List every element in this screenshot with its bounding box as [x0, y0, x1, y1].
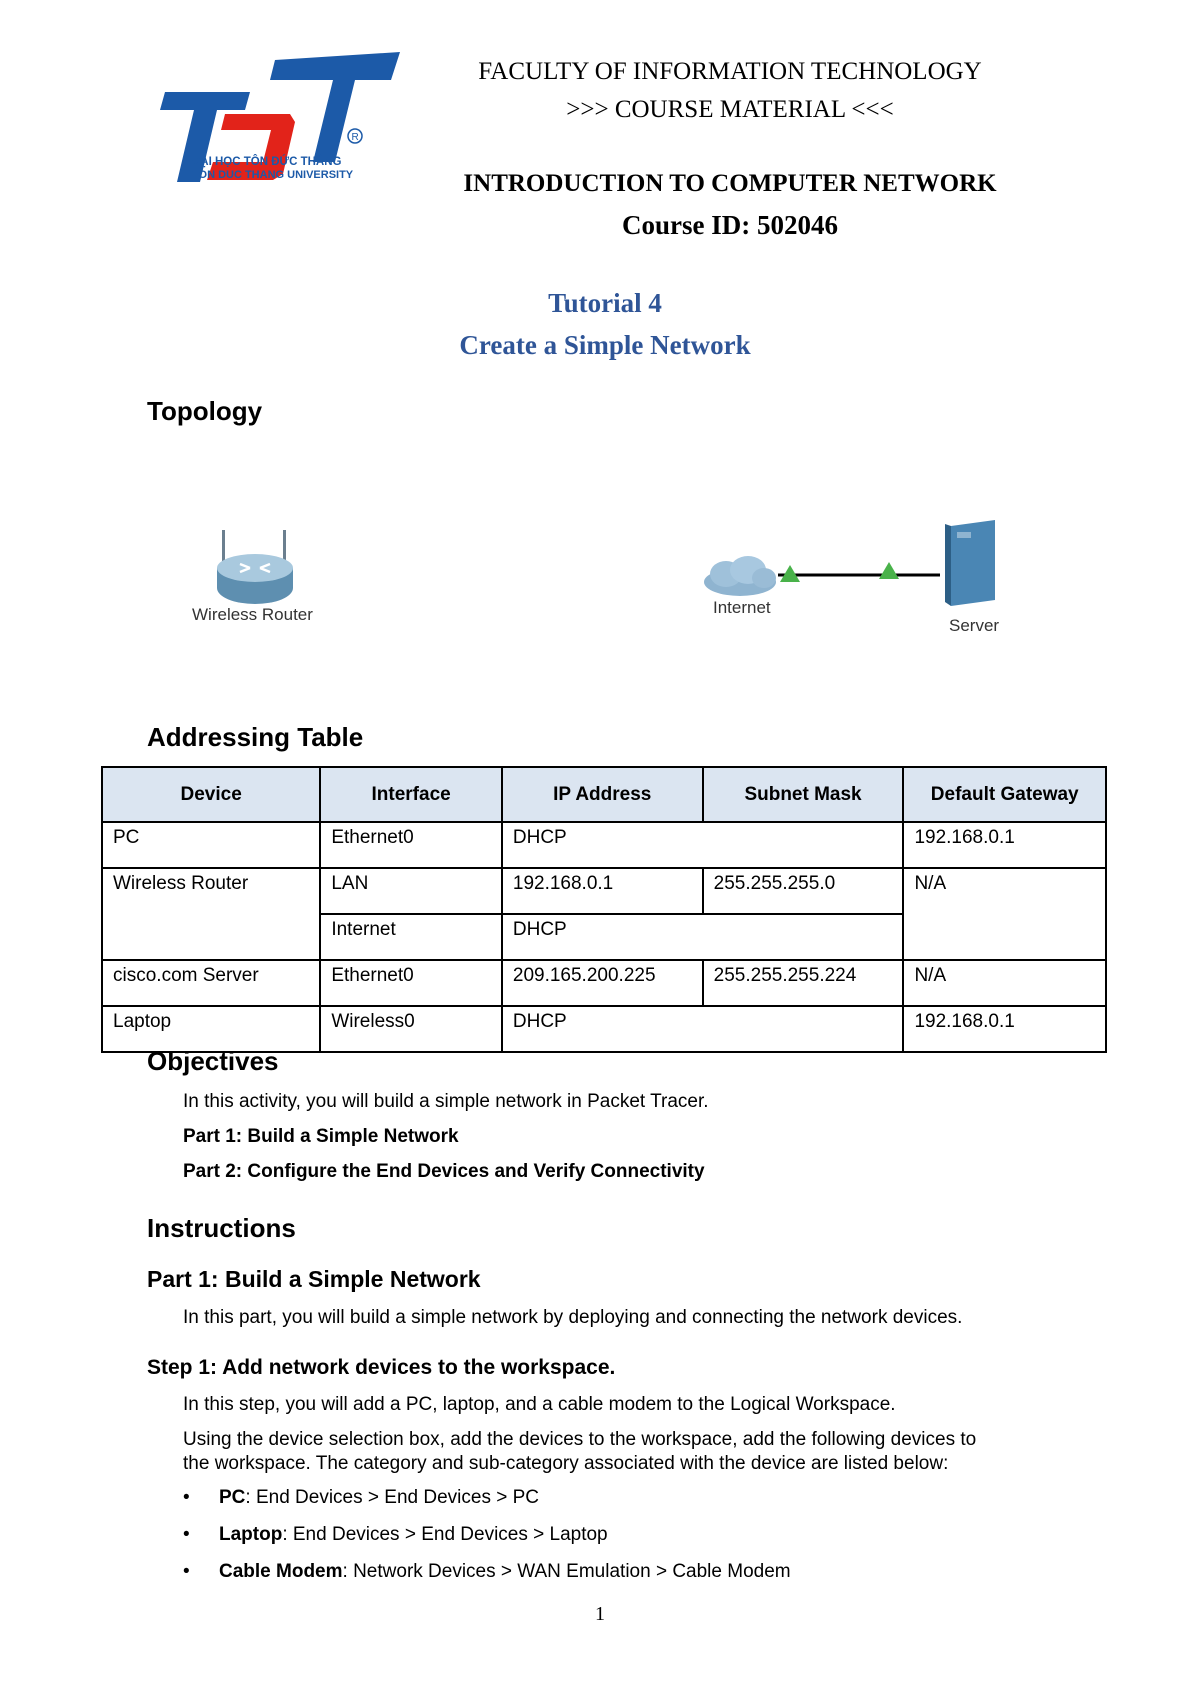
step1-heading: Step 1: Add network devices to the workspace. — [147, 1356, 616, 1379]
list-item — [219, 1487, 539, 1509]
university-logo — [155, 52, 405, 200]
topology-heading: Topology — [147, 396, 263, 426]
wireless-router-icon — [210, 530, 300, 610]
faculty-name: FACULTY OF INFORMATION TECHNOLOGY — [478, 58, 982, 85]
cell-default-gateway: 192.168.0.1 — [903, 1006, 1106, 1052]
svg-text:R: R — [351, 132, 359, 143]
bullet-icon: • — [183, 1561, 190, 1582]
cell-subnet-mask: 255.255.255.224 — [703, 960, 904, 1006]
bullet-label: Laptop — [219, 1524, 283, 1545]
objectives-intro: In this activity, you will build a simple network in Packet Tracer. — [183, 1091, 709, 1112]
column-header-device: Device — [102, 767, 320, 822]
column-header-interface: Interface — [320, 767, 502, 822]
step1-intro: In this step, you will add a PC, laptop, and a cable modem to the Logical Workspace. — [183, 1394, 896, 1415]
cell-device: PC — [102, 822, 320, 868]
table-row — [102, 868, 1106, 914]
addressing-table-heading: Addressing Table — [147, 722, 364, 752]
server-icon — [945, 520, 1000, 610]
cell-interface: Ethernet0 — [320, 822, 502, 868]
list-item — [219, 1524, 608, 1546]
tutorial-title: Create a Simple Network — [459, 330, 751, 360]
network-link — [778, 560, 940, 590]
topology-diagram — [180, 520, 1040, 650]
page-number: 1 — [595, 1603, 605, 1625]
bullet-text: : End Devices > End Devices > PC — [245, 1487, 539, 1508]
cell-default-gateway: N/A — [903, 960, 1106, 1006]
objectives-heading: Objectives — [147, 1046, 279, 1076]
step1-detail-line1: Using the device selection box, add the devices to the workspace, add the following devices to — [183, 1429, 977, 1450]
addressing-table — [101, 766, 1107, 1053]
part1-heading: Part 1: Build a Simple Network — [147, 1266, 481, 1292]
cell-interface: Internet — [320, 914, 502, 960]
step1-detail-line2: the workspace. The category and sub-category associated with the device are listed below: — [183, 1453, 949, 1474]
internet-cloud-icon — [700, 552, 780, 600]
cell-device: Laptop — [102, 1006, 320, 1052]
cell-interface: LAN — [320, 868, 502, 914]
bullet-icon: • — [183, 1524, 190, 1545]
part1-intro: In this part, you will build a simple network by deploying and connecting the network devices. — [183, 1307, 963, 1328]
cell-device: cisco.com Server — [102, 960, 320, 1006]
bullet-text: : End Devices > End Devices > Laptop — [282, 1524, 608, 1545]
table-row — [102, 960, 1106, 1006]
tutorial-number: Tutorial 4 — [548, 288, 662, 318]
cell-ip-address: DHCP — [502, 1006, 904, 1052]
column-header-ip-address: IP Address — [502, 767, 703, 822]
course-title: INTRODUCTION TO COMPUTER NETWORK — [463, 170, 997, 197]
column-header-default-gateway: Default Gateway — [903, 767, 1106, 822]
table-header-row — [102, 767, 1106, 822]
cell-default-gateway: 192.168.0.1 — [903, 822, 1106, 868]
table-row — [102, 822, 1106, 868]
cell-interface: Wireless0 — [320, 1006, 502, 1052]
bullet-label: PC — [219, 1487, 246, 1508]
cell-ip-address: 209.165.200.225 — [502, 960, 703, 1006]
list-item — [219, 1561, 791, 1583]
bullet-text: : Network Devices > WAN Emulation > Cable Modem — [342, 1561, 791, 1582]
bullet-label: Cable Modem — [219, 1561, 343, 1582]
cell-ip-address: DHCP — [502, 914, 904, 960]
logo-text-vietnamese: ĐẠI HỌC TÔN ĐỨC THẮNG — [192, 156, 342, 168]
link-status-up-icon — [879, 562, 899, 579]
cell-ip-address: 192.168.0.1 — [502, 868, 703, 914]
cell-default-gateway: N/A — [903, 868, 1106, 960]
internet-label: Internet — [713, 598, 771, 617]
wireless-router-label: Wireless Router — [192, 605, 313, 624]
column-header-subnet-mask: Subnet Mask — [703, 767, 904, 822]
cell-interface: Ethernet0 — [320, 960, 502, 1006]
course-material-label: >>> COURSE MATERIAL <<< — [566, 96, 894, 123]
cell-subnet-mask: 255.255.255.0 — [703, 868, 904, 914]
instructions-heading: Instructions — [147, 1213, 296, 1243]
cell-ip-address: DHCP — [502, 822, 904, 868]
objective-part2: Part 2: Configure the End Devices and Verify Connectivity — [183, 1161, 705, 1182]
server-label: Server — [949, 616, 1000, 635]
objective-part1: Part 1: Build a Simple Network — [183, 1126, 459, 1147]
cell-device: Wireless Router — [102, 868, 320, 960]
bullet-icon: • — [183, 1487, 190, 1508]
logo-text-english: TON DUC THANG UNIVERSITY — [192, 169, 354, 181]
course-id: Course ID: 502046 — [622, 210, 838, 240]
